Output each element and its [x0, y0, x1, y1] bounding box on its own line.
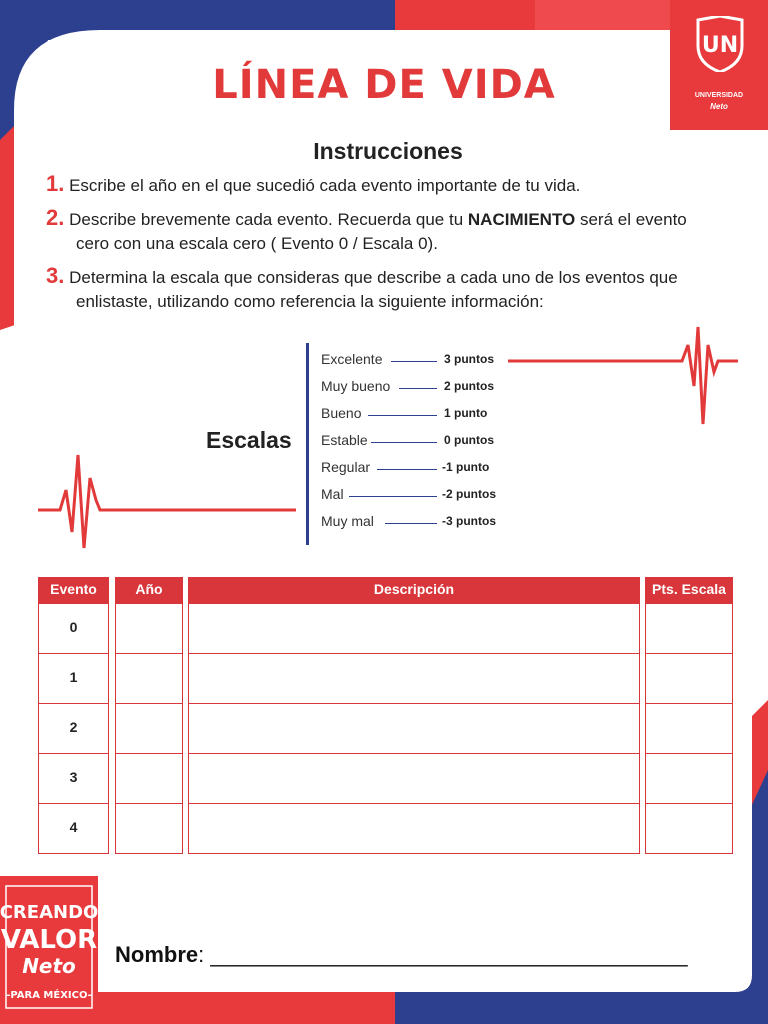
badge-line1: CREANDO	[0, 902, 98, 923]
anio-cell[interactable]	[115, 803, 183, 854]
step-text: Describe brevemente cada evento. Recuerda que tu	[69, 210, 468, 229]
descripcion-cell[interactable]	[188, 753, 640, 804]
escala-points: 0 puntos	[444, 433, 494, 447]
badge-line2: VALOR	[0, 925, 98, 955]
evento-cell: 1	[38, 653, 109, 704]
step-bold-word: NACIMIENTO	[467, 210, 576, 229]
anio-cell[interactable]	[115, 653, 183, 704]
escala-points: -1 punto	[442, 460, 490, 474]
escala-connector	[377, 469, 437, 470]
logo-brand: Neto	[710, 102, 728, 111]
pts-escala-cell[interactable]	[645, 653, 733, 704]
anio-cell[interactable]	[115, 703, 183, 754]
escala-name: Mal	[321, 486, 344, 502]
escala-points: 2 puntos	[444, 379, 494, 393]
descripcion-cell[interactable]	[188, 703, 640, 754]
nombre-line[interactable]: _______________________________________	[210, 942, 688, 967]
step-text: Escribe el año en el que sucedió cada evento importante de tu vida.	[69, 176, 581, 195]
header-evento: Evento	[38, 577, 109, 603]
creando-valor-logo	[0, 876, 98, 1016]
anio-cell[interactable]	[115, 603, 183, 654]
escala-name: Estable	[321, 432, 368, 448]
instruction-step-3	[46, 264, 746, 314]
escala-connector	[368, 415, 437, 416]
nombre-colon: :	[198, 942, 205, 967]
instruction-step-2	[46, 206, 746, 256]
pts-escala-cell[interactable]	[645, 703, 733, 754]
header-pts-escala: Pts. Escala	[645, 577, 733, 603]
step-number: 3.	[46, 263, 65, 288]
escalas-divider	[306, 343, 309, 545]
step-number: 2.	[46, 205, 65, 230]
step-text-continued: cero con una escala cero ( Evento 0 / Escala 0).	[76, 234, 438, 253]
logo-sub: UNIVERSIDAD	[694, 92, 744, 99]
escalas-label: Escalas	[206, 427, 292, 453]
header-anio: Año	[115, 577, 183, 603]
escala-connector	[399, 388, 437, 389]
nombre-field[interactable]	[115, 942, 688, 968]
anio-cell[interactable]	[115, 753, 183, 804]
header-descripcion: Descripción	[188, 577, 640, 603]
escala-points: 3 puntos	[444, 352, 494, 366]
escala-name: Regular	[321, 459, 371, 475]
badge-tagline: -PARA MÉXICO-	[6, 990, 92, 1001]
page-title: LÍNEA DE VIDA	[212, 62, 556, 108]
escala-connector	[391, 361, 437, 362]
escala-points: -2 puntos	[442, 487, 496, 501]
step-text: Determina la escala que consideras que describe a cada uno de los eventos que	[69, 268, 678, 287]
escala-points: 1 punto	[444, 406, 488, 420]
badge-brand: Neto	[22, 954, 76, 978]
descripcion-cell[interactable]	[188, 803, 640, 854]
escala-connector	[385, 523, 437, 524]
creando-valor-badge	[0, 876, 98, 1016]
instructions-heading: Instrucciones	[313, 138, 463, 164]
escala-points: -3 puntos	[442, 514, 496, 528]
descripcion-cell[interactable]	[188, 653, 640, 704]
instruction-step-1	[46, 172, 746, 198]
evento-cell: 4	[38, 803, 109, 854]
step-text-continued: enlistaste, utilizando como referencia la siguiente información:	[76, 292, 544, 311]
escala-name: Excelente	[321, 351, 383, 367]
escala-connector	[371, 442, 437, 443]
step-text-post: será el evento	[575, 210, 687, 229]
evento-cell: 3	[38, 753, 109, 804]
pts-escala-cell[interactable]	[645, 803, 733, 854]
pts-escala-cell[interactable]	[645, 603, 733, 654]
logo-letters: UN	[701, 33, 739, 58]
step-number: 1.	[46, 171, 65, 196]
escala-name: Muy bueno	[321, 378, 391, 394]
evento-cell: 2	[38, 703, 109, 754]
evento-cell: 0	[38, 603, 109, 654]
descripcion-cell[interactable]	[188, 603, 640, 654]
escala-name: Muy mal	[321, 513, 374, 529]
nombre-label: Nombre	[115, 942, 199, 967]
escala-name: Bueno	[321, 405, 362, 421]
escala-connector	[349, 496, 437, 497]
pts-escala-cell[interactable]	[645, 753, 733, 804]
